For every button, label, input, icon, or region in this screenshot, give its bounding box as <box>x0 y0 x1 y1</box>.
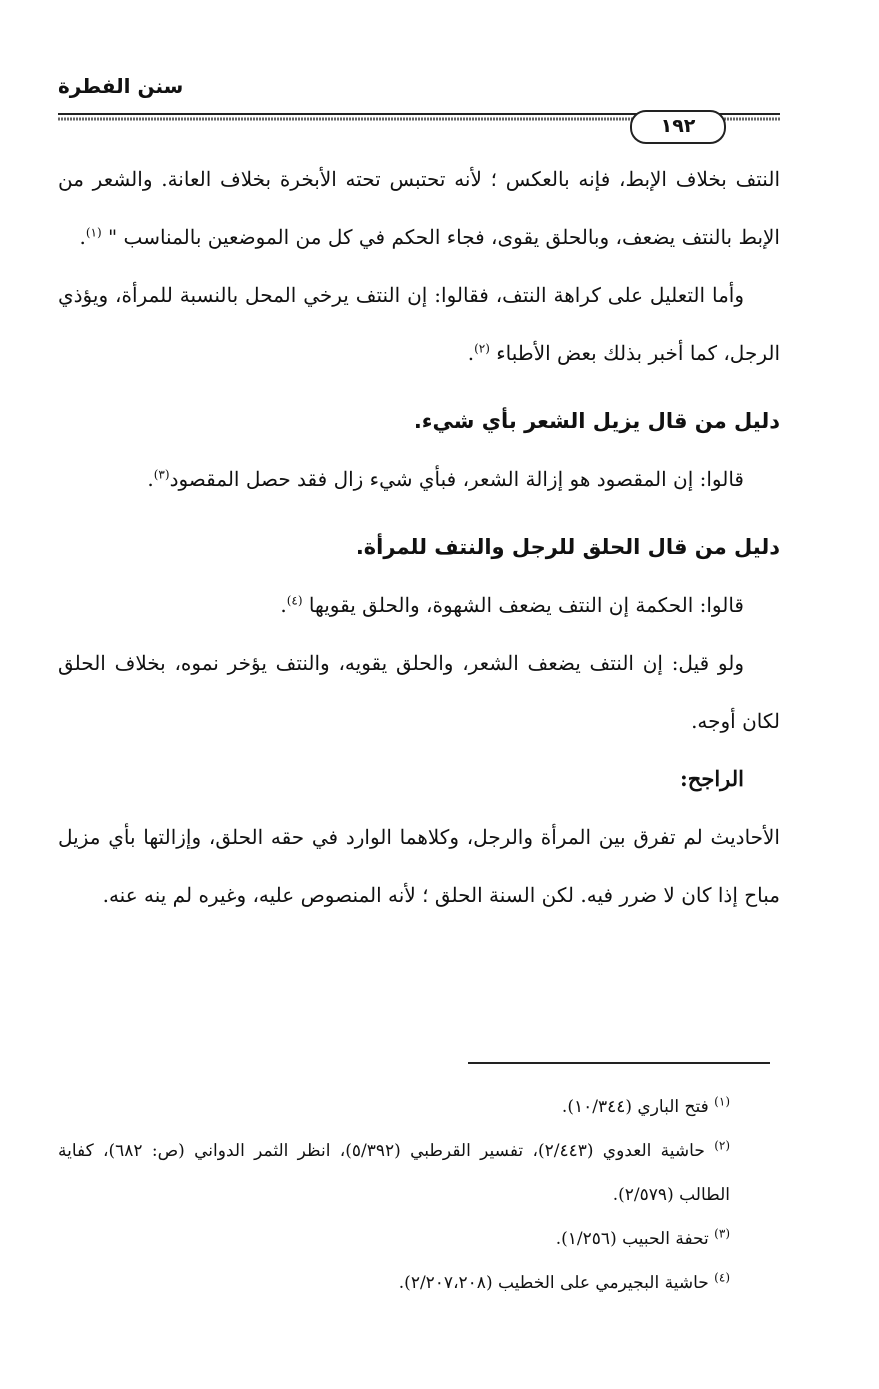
footnote <box>58 1129 780 1217</box>
paragraph-text: قالوا: إن المقصود هو إزالة الشعر، فبأي شيء زال فقد حصل المقصود <box>169 467 744 491</box>
paragraph <box>58 150 780 266</box>
paragraph-end: . <box>147 467 154 491</box>
footnote-number: (٢) <box>714 1138 731 1153</box>
section-heading: دليل من قال يزيل الشعر بأي شيء. <box>413 409 780 433</box>
paragraph-end: . <box>79 225 86 249</box>
footnote-number: (١) <box>714 1094 730 1109</box>
footnote-number: (٤) <box>714 1270 730 1285</box>
footnotes <box>58 1085 780 1305</box>
footnote-ref: (١) <box>85 225 102 240</box>
footnote-ref: (٤) <box>286 593 303 608</box>
footnote-number: (٣) <box>714 1226 730 1241</box>
footnote-separator <box>468 1062 770 1064</box>
paragraph-text: النتف بخلاف الإبط، فإنه بالعكس ؛ لأنه تحتبس تحته الأبخرة بخلاف العانة. والشعر من الإبط بالنتف يضعف، وبالحلق يقوى، فجاء الحكم في كل من الموضعين بالمناسب " <box>58 167 780 249</box>
main-text <box>58 150 780 924</box>
paragraph <box>58 576 780 634</box>
paragraph: الأحاديث لم تفرق بين المرأة والرجل، وكلاهما الوارد في حقه الحلق، وإزالتها بأي مزيل مباح إذا كان لا ضرر فيه. لكن السنة الحلق ؛ لأنه المنصوص عليه، وغيره لم ينه عنه. <box>58 825 780 907</box>
subheading: الراجح: <box>680 766 744 791</box>
footnote-text: حاشية العدوي (٢/٤٤٣)، تفسير القرطبي (٥/٣٩٢)، انظر الثمر الدواني (ص: ٦٨٢)، كفاية الطالب (٢/٥٧٩). <box>58 1141 730 1205</box>
footnote <box>58 1085 780 1129</box>
footnote-text: فتح الباري (١٠/٣٤٤). <box>561 1097 709 1117</box>
paragraph: ولو قيل: إن النتف يضعف الشعر، والحلق يقويه، والنتف يؤخر نموه، بخلاف الحلق لكان أوجه. <box>58 651 780 733</box>
footnote-text: تحفة الحبيب (١/٢٥٦). <box>555 1229 709 1249</box>
paragraph-text: قالوا: الحكمة إن النتف يضعف الشهوة، والحلق يقويها <box>302 593 744 617</box>
section-heading: دليل من قال الحلق للرجل والنتف للمرأة. <box>355 535 780 559</box>
paragraph <box>58 266 780 382</box>
running-header-title: سنن الفطرة <box>58 74 184 98</box>
paragraph-end: . <box>467 341 475 365</box>
footnote <box>58 1261 780 1305</box>
footnote-text: حاشية البجيرمي على الخطيب (٢/٢٠٧،٢٠٨). <box>398 1273 709 1293</box>
footnote-ref: (٣) <box>153 467 170 482</box>
footnote-ref: (٢) <box>474 341 490 356</box>
page-number: ١٩٢ <box>630 110 726 144</box>
paragraph-end: . <box>280 593 287 617</box>
paragraph-text: وأما التعليل على كراهة النتف، فقالوا: إن النتف يرخي المحل بالنسبة للمرأة، ويؤذي الرجل، كما أخبر بذلك بعض الأطباء <box>58 283 780 365</box>
paragraph <box>58 450 780 508</box>
footnote <box>58 1217 780 1261</box>
